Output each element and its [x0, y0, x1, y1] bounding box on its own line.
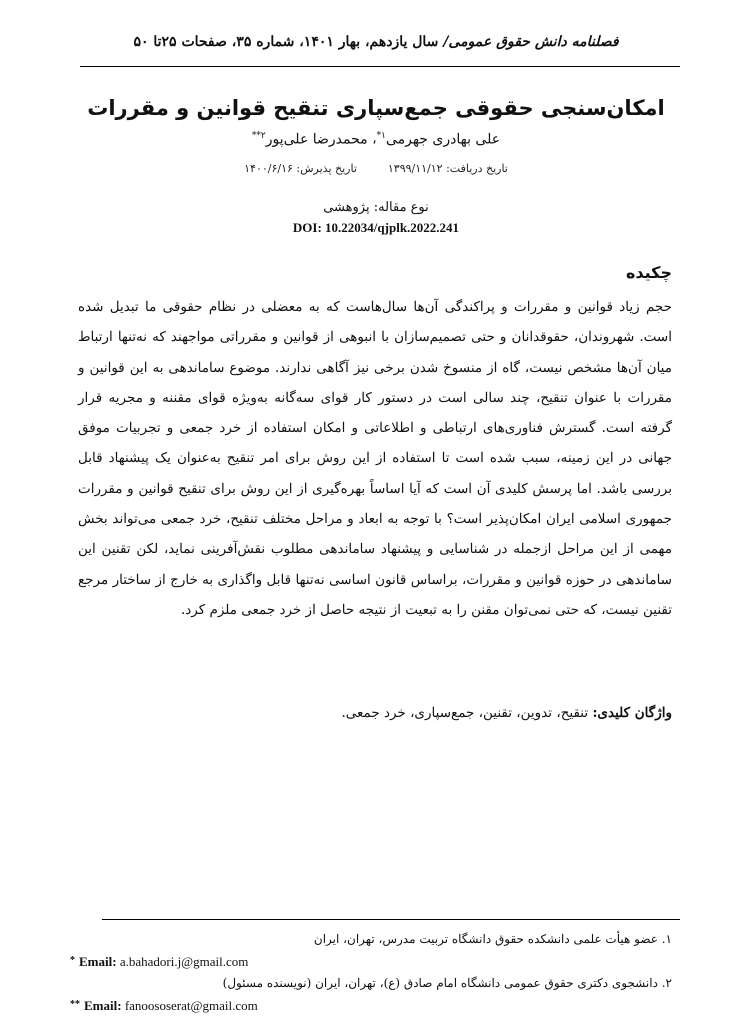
issue-info: سال یازدهم، بهار ۱۴۰۱، شماره ۳۵، صفحات ۲۵تا ۵۰ — [133, 34, 439, 50]
author-name: علی بهادری جهرمی — [385, 131, 501, 148]
keywords-list: تنقیح، تدوین، تقنین، جمع‌سپاری، خرد جمعی. — [341, 705, 589, 721]
author-list — [60, 124, 692, 152]
keywords-label: واژگان کلیدی: — [592, 705, 672, 721]
keywords — [78, 700, 672, 726]
footnote-email-2 — [70, 994, 672, 1016]
footnote-affiliation-1: ۱. عضو هیأت علمی دانشکده حقوق دانشگاه تربیت مدرس، تهران، ایران — [313, 932, 672, 946]
running-head — [80, 30, 672, 54]
doi-link[interactable]: DOI: 10.22034/qjplk.2022.241 — [292, 220, 460, 235]
header-rule — [80, 66, 680, 67]
received-label: تاریخ دریافت: — [446, 162, 508, 175]
article-type-label: نوع مقاله: — [373, 200, 429, 215]
footnote-rule — [102, 919, 680, 920]
email-address[interactable]: fanoososerat@gmail.com — [124, 998, 258, 1013]
footnote-star: * — [70, 955, 75, 966]
author-mark: ۱* — [376, 131, 386, 141]
article-type-value: پژوهشی — [323, 200, 370, 215]
author-mark: ۲** — [251, 131, 266, 141]
article-title: امکان‌سنجی حقوقی جمع‌سپاری تنقیح قوانین و مقررات — [87, 96, 665, 120]
article-type — [60, 198, 692, 218]
email-address[interactable]: a.bahadori.j@gmail.com — [119, 954, 249, 969]
accepted-label: تاریخ پذیرش: — [296, 162, 357, 175]
author-separator: ، — [367, 131, 377, 148]
footnotes — [70, 928, 672, 1016]
article-dates — [60, 159, 692, 179]
abstract-heading: چکیده — [625, 263, 672, 282]
author-name: محمدرضا علی‌پور — [265, 131, 368, 148]
email-label: Email: — [79, 954, 117, 969]
footnote-affiliation-2: ۲. دانشجوی دکتری حقوق عمومی دانشگاه امام صادق (ع)، تهران، ایران (نویسنده مسئول) — [222, 976, 672, 990]
journal-name: فصلنامه دانش حقوق عمومی/ — [443, 34, 619, 50]
received-date: ۱۳۹۹/۱۱/۱۲ — [387, 162, 443, 175]
email-label: Email: — [84, 998, 122, 1013]
footnote-email-1 — [70, 950, 672, 972]
footnote-star: ** — [70, 999, 80, 1010]
accepted-date: ۱۴۰۰/۶/۱۶ — [244, 162, 293, 175]
abstract-text: حجم زیاد قوانین و مقررات و پراکندگی آن‌ها سال‌هاست که به معضلی در نظام حقوقی ما تبدیل شده است. شهروندان، حقوقدانان و حتی تصمیم‌سازان با انبوهی از قوانین و مقرراتی مواجهند که نه‌تنها ارتباط میان آن‌ها مشخص نیست، گاه از منسوخ شدن برخی نیز آگاهی ندارند. موضوع ساماندهی به این قوانین و مقررات با عنوان تنقیح، چند سالی است در دستور کار قوای سه‌گانه به‌ویژه قوای مقننه و مجریه قرار گرفته است. گسترش فناوری‌های ارتباطی و اطلاعاتی و امکان استفاده از خرد جمعی و تجربیات موفق جهانی در این زمینه، سبب شده است تا استفاده از این روش برای امر تنقیح به‌عنوان یک پیشنهاد قابل بررسی باشد. اما پرسش کلیدی آن است که آیا اساساً بهره‌گیری از این روش برای تنقیح قوانین و مقررات جمهوری اسلامی ایران امکان‌پذیر است؟ با توجه به ابعاد و مراحل مختلف تنقیح، خرد جمعی می‌تواند بخش مهمی از این مراحل ازجمله در شناسایی و پیشنهاد ساماندهی مطلوب نقش‌آفرینی نماید، لکن تقنین این ساماندهی در حوزه قوانین و مقررات، براساس قانون اساسی نه‌تنها قابل واگذاری به خارج از ساختار مرجع تقنین نیست، که حتی نمی‌توان مقنن را به تبعیت از نتیجه حاصل از خرد جمعی ملزم کرد. — [78, 299, 672, 618]
